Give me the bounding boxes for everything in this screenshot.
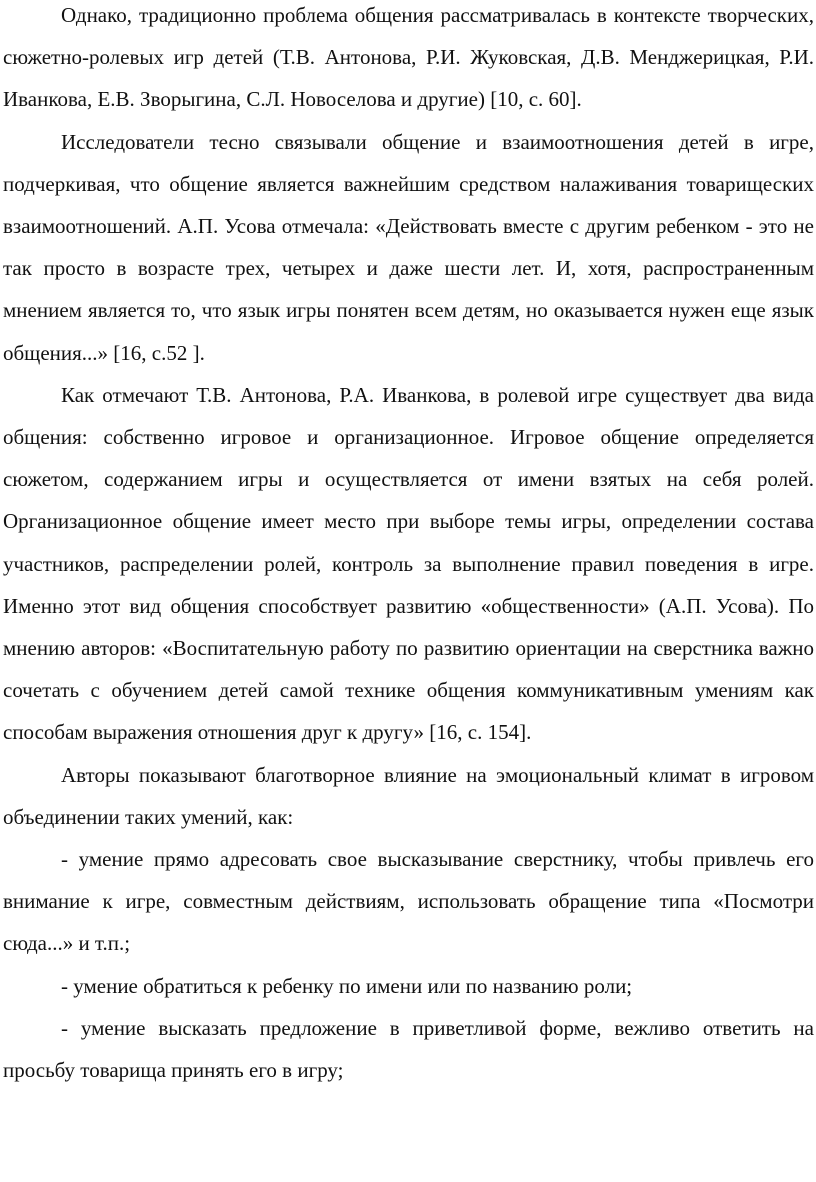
paragraph-1: Однако, традиционно проблема общения рассматривалась в контексте творческих, сюжетно-ролевых игр детей (Т.В. Антонова, Р.И. Жуковская, Д.В. Менджерицкая, Р.И. Иванкова, Е.В. Зворыгина, С.Л. Новоселова и другие) [10, с. 60]. bbox=[3, 3, 814, 112]
list-item-3: - умение высказать предложение в приветливой форме, вежливо ответить на просьбу товарища принять его в игру; bbox=[3, 1015, 814, 1083]
paragraph-3: Как отмечают Т.В. Антонова, Р.А. Иванкова, в ролевой игре существует два вида общения: собственно игровое и организационное. Игровое общение определяется сюжетом, содержанием игры и осуществляется от имени взятых на себя ролей. Организационное общение имеет место при выборе темы игры, определении состава участников, распределении ролей, контроль за выполнение правил поведения в игре. Именно этот вид общения способствует развитию «общественности» (А.П. Усова). По мнению авторов: «Воспитательную работу по развитию ориентации на сверстника важно сочетать с обучением детей самой технике общения коммуникативным умениям как способам выражения отношения друг к другу» [16, с. 154]. bbox=[3, 382, 814, 745]
list-item-2: - умение обратиться к ребенку по имени или по названию роли; bbox=[61, 973, 633, 998]
paragraph-2: Исследователи тесно связывали общение и взаимоотношения детей в игре, подчеркивая, что общение является важнейшим средством налаживания товарищеских взаимоотношений. А.П. Усова отмечала: «Действовать вместе с другим ребенком - это не так просто в возрасте трех, четырех и даже шести лет. И, хотя, распространенным мнением является то, что язык игры понятен всем детям, но оказывается нужен еще язык общения...» [16, с.52 ]. bbox=[3, 129, 814, 365]
paragraph-4: Авторы показывают благотворное влияние на эмоциональный климат в игровом объединении таких умений, как: bbox=[3, 762, 814, 829]
list-item-1: - умение прямо адресовать свое высказывание сверстнику, чтобы привлечь его внимание к игре, совместным действиям, использовать обращение типа «Посмотри сюда...» и т.п.; bbox=[3, 847, 814, 956]
